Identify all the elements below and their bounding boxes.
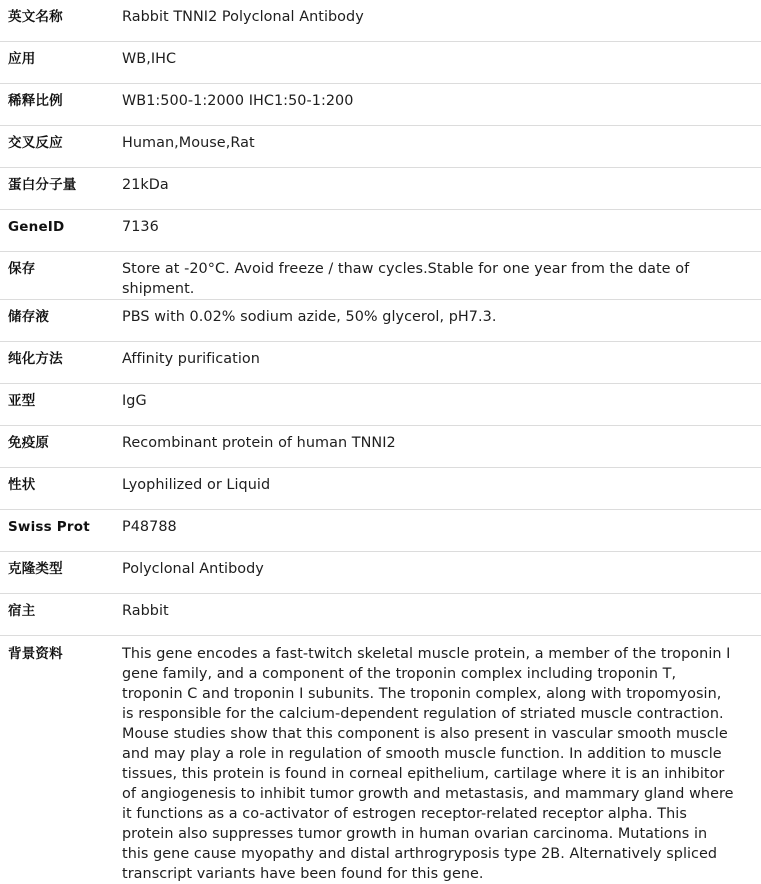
spec-label: GeneID [0, 210, 115, 252]
spec-value: Lyophilized or Liquid [115, 468, 761, 510]
spec-label: 宿主 [0, 594, 115, 636]
spec-value: PBS with 0.02% sodium azide, 50% glycerol, pH7.3. [115, 300, 761, 342]
spec-row-clonality [0, 552, 761, 594]
spec-row-form [0, 468, 761, 510]
spec-value: Affinity purification [115, 342, 761, 384]
spec-label: 稀释比例 [0, 84, 115, 126]
spec-row-dilution [0, 84, 761, 126]
spec-label: 背景资料 [0, 636, 115, 884]
spec-value: WB1:500-1:2000 IHC1:50-1:200 [115, 84, 761, 126]
spec-row-molecular-weight [0, 168, 761, 210]
spec-value: Rabbit [115, 594, 761, 636]
spec-label: 克隆类型 [0, 552, 115, 594]
spec-label: 英文名称 [0, 0, 115, 42]
spec-value: Rabbit TNNI2 Polyclonal Antibody [115, 0, 761, 42]
spec-label: 免疫原 [0, 426, 115, 468]
spec-value: 7136 [115, 210, 761, 252]
spec-row-purification [0, 342, 761, 384]
spec-row-english-name [0, 0, 761, 42]
spec-label: 保存 [0, 252, 115, 300]
background-paragraph: This gene encodes a fast-twitch skeletal muscle protein, a member of the troponin I gene family, and a component of the troponin complex including troponin T, troponin C and troponin I subunits. The troponin complex, along with tropomyosin, is responsible for the calcium-dependent regulation of striated muscle contraction. Mouse studies show that this component is also present in vascular smooth muscle and may play a role in regulation of smooth muscle function. In addition to muscle tissues, this protein is found in corneal epithelium, cartilage where it is an inhibitor of angiogenesis to inhibit tumor growth and metastasis, and mammary gland where it functions as a co-activator of estrogen receptor-related receptor alpha. This protein also suppresses tumor growth in human ovarian carcinoma. Mutations in this gene cause myopathy and distal arthrogryposis type 2B. Alternatively spliced transcript variants have been found for this gene. [122, 644, 734, 884]
spec-label: 亚型 [0, 384, 115, 426]
spec-row-swiss-prot [0, 510, 761, 552]
spec-value: Human,Mouse,Rat [115, 126, 761, 168]
spec-value: IgG [115, 384, 761, 426]
spec-value: Recombinant protein of human TNNI2 [115, 426, 761, 468]
spec-value: P48788 [115, 510, 761, 552]
spec-label: 纯化方法 [0, 342, 115, 384]
spec-value: Polyclonal Antibody [115, 552, 761, 594]
spec-label: Swiss Prot [0, 510, 115, 552]
spec-row-application [0, 42, 761, 84]
spec-value: Store at -20°C. Avoid freeze / thaw cycles.Stable for one year from the date of shipment. [115, 252, 761, 300]
spec-row-buffer [0, 300, 761, 342]
spec-value: 21kDa [115, 168, 761, 210]
spec-row-background [0, 636, 761, 884]
spec-label: 蛋白分子量 [0, 168, 115, 210]
spec-value: WB,IHC [115, 42, 761, 84]
spec-label: 储存液 [0, 300, 115, 342]
spec-row-immunogen [0, 426, 761, 468]
spec-label: 交叉反应 [0, 126, 115, 168]
spec-value-background [115, 636, 761, 884]
spec-row-gene-id [0, 210, 761, 252]
spec-row-cross-reactivity [0, 126, 761, 168]
spec-row-storage [0, 252, 761, 300]
spec-row-isotype [0, 384, 761, 426]
spec-row-host [0, 594, 761, 636]
spec-label: 性状 [0, 468, 115, 510]
spec-label: 应用 [0, 42, 115, 84]
